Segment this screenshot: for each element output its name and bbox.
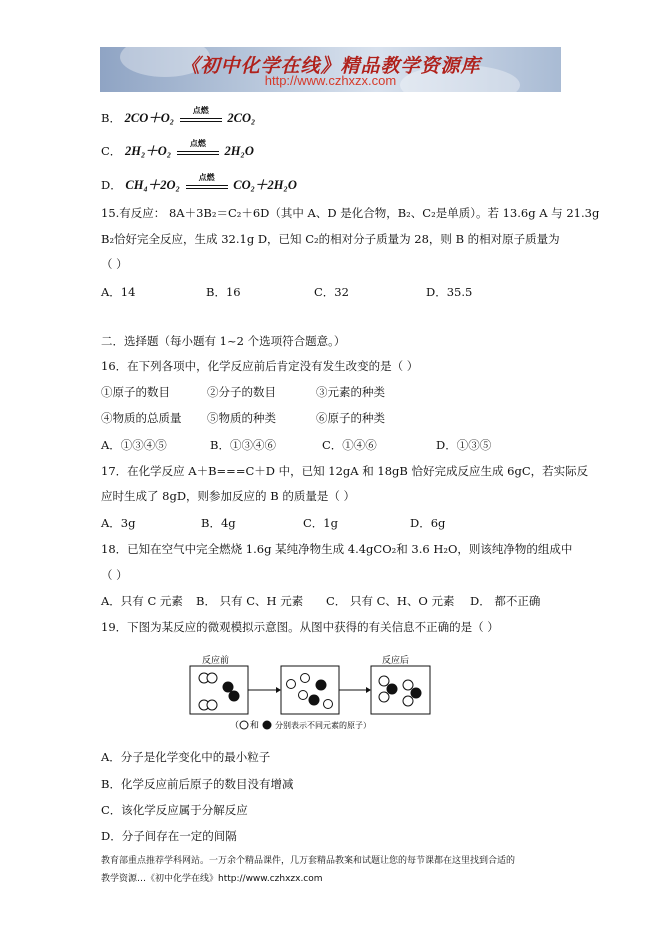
- equation-right: 2CO₂: [227, 111, 256, 125]
- black-atom: [316, 680, 327, 691]
- footer-line2: 教学资源…《初中化学在线》http://www.czhxzx.com: [101, 874, 323, 884]
- reaction-arrow: [180, 106, 222, 124]
- option-label: C．: [101, 144, 122, 158]
- q17-option-d[interactable]: D．6g: [410, 516, 446, 530]
- black-atom: [309, 695, 320, 706]
- legend-black-atom: [263, 721, 272, 730]
- q17-option-b[interactable]: B．4g: [201, 516, 236, 530]
- equation-right: 2H₂O: [224, 144, 254, 158]
- equation-left: 2H₂＋O₂: [124, 144, 172, 158]
- q15-line2: B₂恰好完全反应，生成 32.1g D，已知 C₂的相对分子质量为 28，则 B 的相对原子质量为: [101, 232, 560, 246]
- q15-option-d[interactable]: D．35.5: [426, 285, 473, 299]
- white-atom: [403, 696, 413, 706]
- q16-item: ③元素的种类: [316, 385, 385, 399]
- black-atom: [223, 682, 234, 693]
- q18-option-a[interactable]: A．只有 C 元素: [101, 594, 183, 608]
- q17-line2: 应时生成了 8gD，则参加反应的 B 的质量是（ ）: [101, 489, 355, 503]
- white-atom: [287, 680, 296, 689]
- q16-item: ⑥原子的种类: [316, 411, 385, 425]
- q16-item: ②分子的数目: [207, 385, 276, 399]
- white-atom: [379, 692, 389, 702]
- q19-stem: 19．下图为某反应的微观模拟示意图。从图中获得的有关信息不正确的是（ ）: [101, 620, 499, 634]
- q17-option-c[interactable]: C．1g: [303, 516, 338, 530]
- equation-left: 2CO＋O₂: [124, 111, 175, 125]
- banner-url[interactable]: http://www.czhxzx.com: [264, 73, 397, 88]
- white-atom: [379, 676, 389, 686]
- q16-option-d[interactable]: D．①③⑤: [436, 438, 492, 452]
- black-atom: [229, 691, 240, 702]
- white-atom: [301, 674, 310, 683]
- black-atom: [387, 684, 398, 695]
- q18-option-b[interactable]: B． 只有 C、H 元素: [196, 594, 304, 608]
- reaction-condition: 点燃: [189, 139, 206, 148]
- reaction-diagram: [180, 652, 450, 732]
- white-atom: [207, 673, 217, 683]
- after-label: 反应后: [382, 656, 410, 666]
- before-box: [190, 666, 248, 714]
- reaction-diagram-svg: [180, 652, 450, 732]
- white-atom: [324, 700, 333, 709]
- q15-line1: 15.有反应： 8A＋3B₂＝C₂＋6D（其中 A、D 是化合物，B₂、C₂是单质）。若 13.6g A 与 21.3g: [101, 206, 600, 220]
- q16-option-a[interactable]: A．①③④⑤: [101, 438, 167, 452]
- before-label: 反应前: [202, 656, 230, 666]
- legend-text: 分别表示不同元素的原子）: [275, 721, 371, 730]
- footer-line1: 教育部重点推荐学科网站。一万余个精品课件，几万套精品教案和试题让您的每节课都在这里找到合适的: [101, 856, 516, 866]
- q16-stem: 16．在下列各项中，化学反应前后肯定没有发生改变的是（ ）: [101, 359, 419, 373]
- option-label: D．: [101, 178, 122, 192]
- legend-white-atom: [240, 721, 248, 729]
- q15-option-b[interactable]: B．16: [206, 285, 241, 299]
- reaction-condition: 点燃: [192, 106, 209, 115]
- legend-prefix: （: [230, 721, 240, 731]
- option-label: B．: [101, 111, 121, 125]
- q18-line2: （ ）: [101, 568, 128, 582]
- white-atom: [403, 680, 413, 690]
- reaction-arrow: [186, 173, 228, 191]
- q18-option-d[interactable]: D． 都不正确: [470, 594, 541, 608]
- section-heading: 二．选择题（每小题有 1~2 个选项符合题意。）: [101, 334, 346, 348]
- equation-left: CH₄＋2O₂: [125, 178, 180, 192]
- black-atom: [411, 688, 422, 699]
- equation-b: [101, 108, 255, 126]
- banner-title: 《初中化学在线》精品教学资源库: [180, 55, 481, 77]
- q17-line1: 17．在化学反应 A＋B===C＋D 中，已知 12gA 和 18gB 恰好完成反应生成 6gC，若实际反: [101, 464, 589, 478]
- q15-line3: （ ）: [101, 257, 128, 271]
- legend-and: 和: [250, 721, 260, 731]
- q16-option-b[interactable]: B．①③④⑥: [210, 438, 276, 452]
- reaction-arrow: [177, 139, 219, 157]
- equation-c: [101, 141, 254, 159]
- q16-item: ①原子的数目: [101, 385, 170, 399]
- header-banner: [100, 47, 561, 92]
- equation-d: [101, 175, 297, 193]
- q16-option-c[interactable]: C．①④⑥: [322, 438, 377, 452]
- q19-option-a[interactable]: A．分子是化学变化中的最小粒子: [101, 750, 271, 764]
- q18-option-c[interactable]: C． 只有 C、H、O 元素: [326, 594, 455, 608]
- reaction-condition: 点燃: [198, 173, 215, 182]
- after-box: [371, 666, 430, 714]
- q19-option-c[interactable]: C．该化学反应属于分解反应: [101, 803, 248, 817]
- equation-right: CO₂＋2H₂O: [233, 178, 297, 192]
- white-atom: [207, 700, 217, 710]
- q15-option-a[interactable]: A．14: [101, 285, 136, 299]
- arrow-head: [276, 687, 281, 693]
- q17-option-a[interactable]: A．3g: [101, 516, 136, 530]
- q18-line1: 18．已知在空气中完全燃烧 1.6g 某纯净物生成 4.4gCO₂和 3.6 H₂O，则该纯净物的组成中: [101, 542, 573, 556]
- q19-option-d[interactable]: D．分子间存在一定的间隔: [101, 829, 237, 843]
- white-atom: [299, 691, 308, 700]
- arrow-head: [366, 687, 371, 693]
- q16-item: ⑤物质的种类: [207, 411, 276, 425]
- q19-option-b[interactable]: B．化学反应前后原子的数目没有增减: [101, 777, 294, 791]
- q16-item: ④物质的总质量: [101, 411, 182, 425]
- q15-option-c[interactable]: C．32: [314, 285, 349, 299]
